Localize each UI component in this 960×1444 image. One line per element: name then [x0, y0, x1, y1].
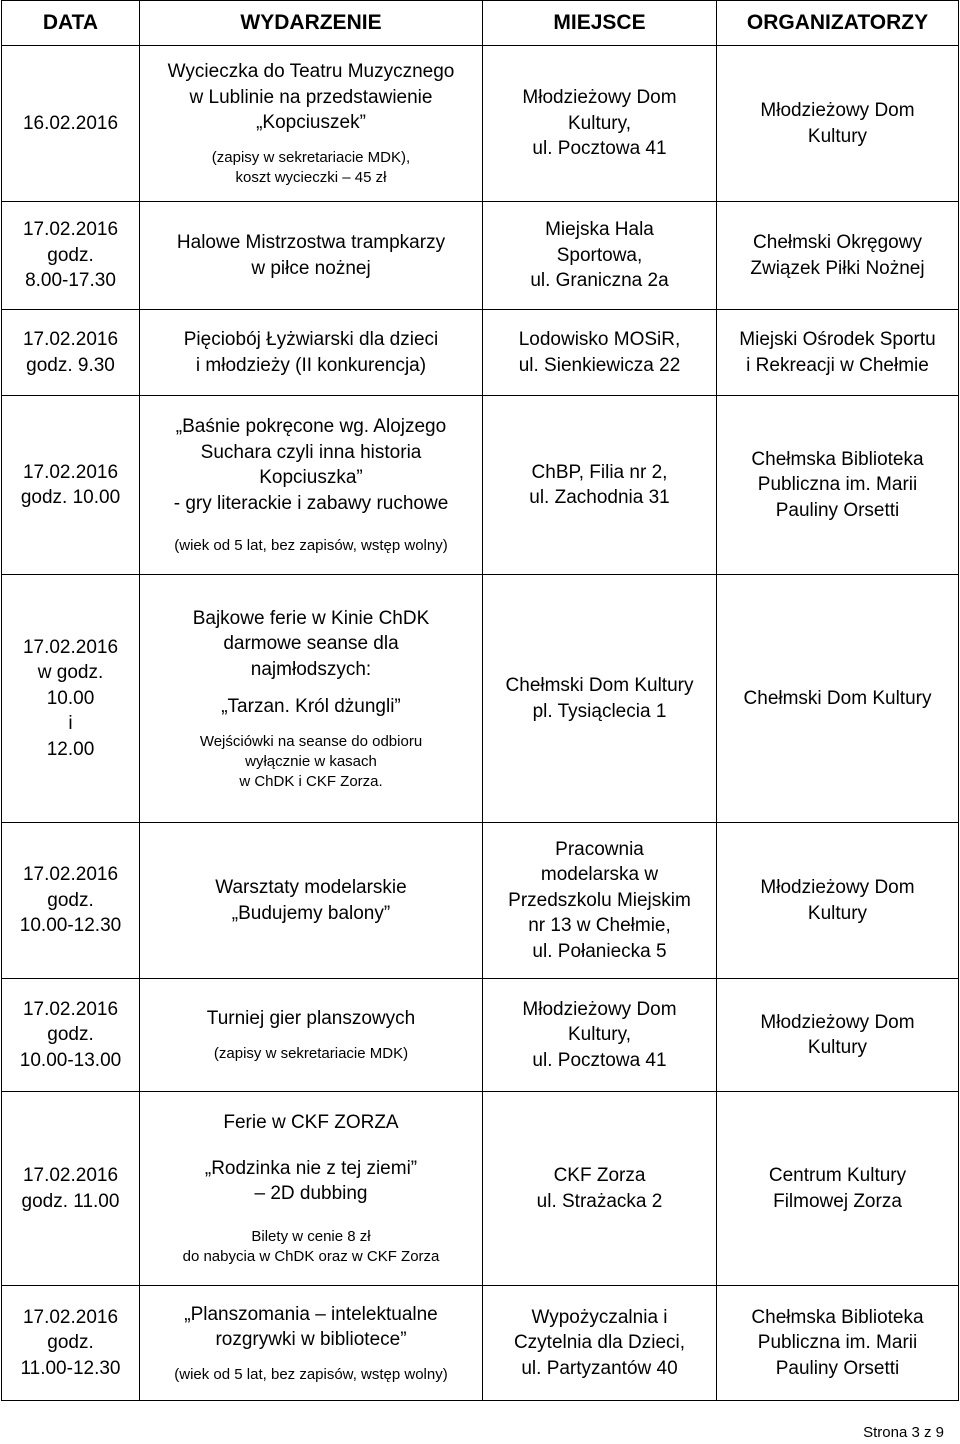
date-line: 17.02.2016 [22, 1165, 119, 1186]
place-line: Czytelnia dla Dzieci, [513, 1332, 686, 1354]
event-line: – 2D dubbing [254, 1183, 368, 1205]
place-line: pl. Tysiąclecia 1 [532, 700, 667, 722]
organizer-line: Publiczna im. Marii [757, 1332, 918, 1354]
event-line: najmłodszych: [250, 658, 372, 680]
date-line: godz. [47, 889, 94, 911]
event-cell [140, 1092, 483, 1286]
place-line: Lodowisko MOSiR, [518, 329, 681, 350]
event-line: Pięciobój Łyżwiarski dla dzieci [183, 329, 439, 350]
date-line: 16.02.2016 [22, 112, 119, 134]
date-line: godz. [47, 244, 94, 266]
organizer-cell [717, 396, 959, 575]
place-cell [483, 1286, 717, 1401]
place-line: nr 13 w Chełmie, [528, 915, 671, 937]
place-line: ChBP, Filia nr 2, [531, 461, 668, 483]
header-row [2, 1, 959, 46]
place-cell [483, 396, 717, 575]
place-line: ul. Graniczna 2a [530, 270, 669, 292]
event-cell [140, 823, 483, 979]
place-cell [483, 823, 717, 979]
event-line: w piłce nożnej [251, 257, 371, 279]
organizer-line: Miejski Ośrodek Sportu [739, 329, 936, 350]
event-note: koszt wycieczki – 45 zł [235, 168, 387, 186]
header-place: MIEJSCE [483, 1, 717, 46]
date-line: 17.02.2016 [22, 1306, 119, 1328]
place-line: CKF Zorza [553, 1165, 646, 1186]
table-row [2, 46, 959, 202]
organizer-cell [717, 1092, 959, 1286]
organizer-line: Młodzieżowy Dom [760, 1011, 915, 1033]
date-line: 17.02.2016 [22, 636, 119, 658]
header-date: DATA [2, 1, 140, 46]
event-line: Suchara czyli inna historia [200, 441, 422, 463]
event-line: Turniej gier planszowych [206, 1008, 416, 1030]
event-line: „Kopciuszek” [256, 112, 366, 134]
organizer-line: Chełmski Okręgowy [753, 232, 922, 253]
table-row [2, 310, 959, 396]
date-line: 17.02.2016 [22, 329, 119, 350]
organizer-line: Chełmska Biblioteka [751, 1306, 924, 1328]
date-line: 10.00-13.00 [19, 1049, 122, 1071]
date-cell [2, 396, 140, 575]
event-line: i młodzieży (II konkurencja) [195, 354, 427, 376]
organizer-line: Chełmska Biblioteka [751, 448, 924, 470]
place-line: ul. Pocztowa 41 [532, 138, 667, 160]
event-line: Kopciuszka” [259, 467, 363, 488]
place-line: Wypożyczalnia i [531, 1306, 668, 1328]
place-line: ul. Sienkiewicza 22 [518, 354, 681, 376]
date-cell [2, 979, 140, 1092]
date-line: 8.00-17.30 [25, 270, 116, 292]
organizer-cell [717, 1286, 959, 1401]
event-line: Bajkowe ferie w Kinie ChDK [192, 607, 430, 629]
event-note: (zapisy w sekretariacie MDK), [211, 148, 411, 166]
event-note: w ChDK i CKF Zorza. [239, 772, 383, 790]
event-title: „Tarzan. Król dżungli” [221, 696, 401, 717]
place-line: Kultury, [567, 112, 631, 134]
organizer-line: Kultury [807, 125, 868, 147]
place-cell [483, 1092, 717, 1286]
date-line: 12.00 [46, 738, 95, 760]
date-line: 11.00-12.30 [20, 1357, 121, 1379]
event-note: Bilety w cenie 8 zł [251, 1227, 371, 1245]
table-row [2, 823, 959, 979]
organizer-line: Związek Piłki Nożnej [750, 257, 925, 279]
table-row [2, 1092, 959, 1286]
date-line: godz. 10.00 [20, 487, 121, 508]
header-event: WYDARZENIE [140, 1, 483, 46]
page-number: Strona 3 z 9 [863, 1424, 944, 1441]
table-row [2, 979, 959, 1092]
place-line: Przedszkolu Miejskim [508, 889, 691, 911]
organizer-line: Młodzieżowy Dom [760, 877, 915, 898]
event-note: wyłącznie w kasach [245, 752, 377, 770]
date-line: 17.02.2016 [22, 219, 119, 241]
event-line: - gry literackie i zabawy ruchowe [173, 492, 449, 514]
event-head: Ferie w CKF ZORZA [223, 1112, 399, 1134]
organizer-line: Chełmski Dom Kultury [743, 687, 932, 709]
event-note: Wejściówki na seanse do odbioru [199, 732, 423, 750]
table-row [2, 575, 959, 823]
date-cell [2, 1286, 140, 1401]
date-cell [2, 823, 140, 979]
place-line: ul. Partyzantów 40 [521, 1357, 678, 1379]
event-line: „Rodzinka nie z tej ziemi” [204, 1157, 418, 1179]
event-line: „Budujemy balony” [231, 902, 391, 924]
organizer-line: Pauliny Orsetti [775, 1357, 900, 1379]
event-line: „Baśnie pokręcone wg. Alojzego [175, 416, 447, 437]
place-line: ul. Pocztowa 41 [532, 1049, 667, 1071]
date-line: w godz. [37, 662, 104, 684]
organizer-cell [717, 310, 959, 396]
date-cell [2, 575, 140, 823]
event-cell [140, 396, 483, 575]
organizer-cell [717, 575, 959, 823]
schedule-table [1, 0, 959, 1401]
event-cell [140, 310, 483, 396]
place-line: ul. Połaniecka 5 [532, 940, 667, 962]
organizer-line: Publiczna im. Marii [757, 474, 918, 496]
place-line: Chełmski Dom Kultury [505, 675, 694, 696]
event-line: Warsztaty modelarskie [215, 877, 407, 898]
date-line: 17.02.2016 [22, 864, 119, 886]
date-cell [2, 46, 140, 202]
place-cell [483, 575, 717, 823]
event-cell [140, 202, 483, 310]
table-row [2, 1286, 959, 1401]
organizer-line: Kultury [807, 1037, 868, 1058]
header-organizers: ORGANIZATORZY [717, 1, 959, 46]
date-line: 10.00 [46, 687, 95, 709]
place-line: ul. Zachodnia 31 [529, 487, 670, 508]
event-line: Wycieczka do Teatru Muzycznego [167, 61, 455, 83]
organizer-line: Centrum Kultury [768, 1165, 907, 1186]
event-line: Halowe Mistrzostwa trampkarzy [176, 232, 446, 253]
date-cell [2, 1092, 140, 1286]
event-line: w Lublinie na przedstawienie [189, 86, 433, 108]
organizer-cell [717, 823, 959, 979]
organizer-line: Pauliny Orsetti [775, 499, 900, 521]
place-cell [483, 46, 717, 202]
event-line: darmowe seanse dla [223, 633, 399, 654]
place-line: Sportowa, [556, 244, 643, 266]
organizer-line: Młodzieżowy Dom [760, 100, 915, 121]
organizer-cell [717, 46, 959, 202]
place-line: Miejska Hala [545, 219, 654, 241]
event-note: (wiek od 5 lat, bez zapisów, wstęp wolny) [174, 537, 448, 554]
date-line: godz. [47, 1332, 94, 1354]
event-cell [140, 575, 483, 823]
place-line: Kultury, [567, 1024, 631, 1046]
event-line: rozgrywki w bibliotece” [215, 1329, 407, 1350]
place-cell [483, 979, 717, 1092]
date-cell [2, 310, 140, 396]
place-line: modelarska w [540, 864, 659, 886]
place-cell [483, 202, 717, 310]
event-note: (zapisy w sekretariacie MDK) [213, 1044, 409, 1062]
event-line: „Planszomania – intelektualne [184, 1303, 438, 1325]
date-cell [2, 202, 140, 310]
place-line: Pracownia [555, 838, 644, 860]
event-cell [140, 46, 483, 202]
date-line: i [68, 713, 73, 735]
event-cell [140, 979, 483, 1092]
date-line: godz. 11.00 [21, 1190, 120, 1212]
organizer-cell [717, 202, 959, 310]
organizer-cell [717, 979, 959, 1092]
table-row [2, 202, 959, 310]
organizer-line: i Rekreacji w Chełmie [746, 354, 929, 376]
date-line: 10.00-12.30 [19, 915, 122, 937]
date-line: godz. 9.30 [26, 354, 115, 376]
place-cell [483, 310, 717, 396]
date-line: 17.02.2016 [22, 461, 119, 483]
event-note: (wiek od 5 lat, bez zapisów, wstęp wolny) [174, 1365, 448, 1383]
event-note: do nabycia w ChDK oraz w CKF Zorza [182, 1247, 440, 1265]
table-row [2, 396, 959, 575]
organizer-line: Filmowej Zorza [773, 1190, 902, 1212]
event-cell [140, 1286, 483, 1401]
date-line: godz. [47, 1024, 94, 1046]
place-line: Młodzieżowy Dom [522, 87, 677, 109]
place-line: ul. Strażacka 2 [536, 1190, 663, 1212]
place-line: Młodzieżowy Dom [522, 998, 677, 1020]
date-line: 17.02.2016 [22, 998, 119, 1020]
organizer-line: Kultury [807, 902, 868, 924]
